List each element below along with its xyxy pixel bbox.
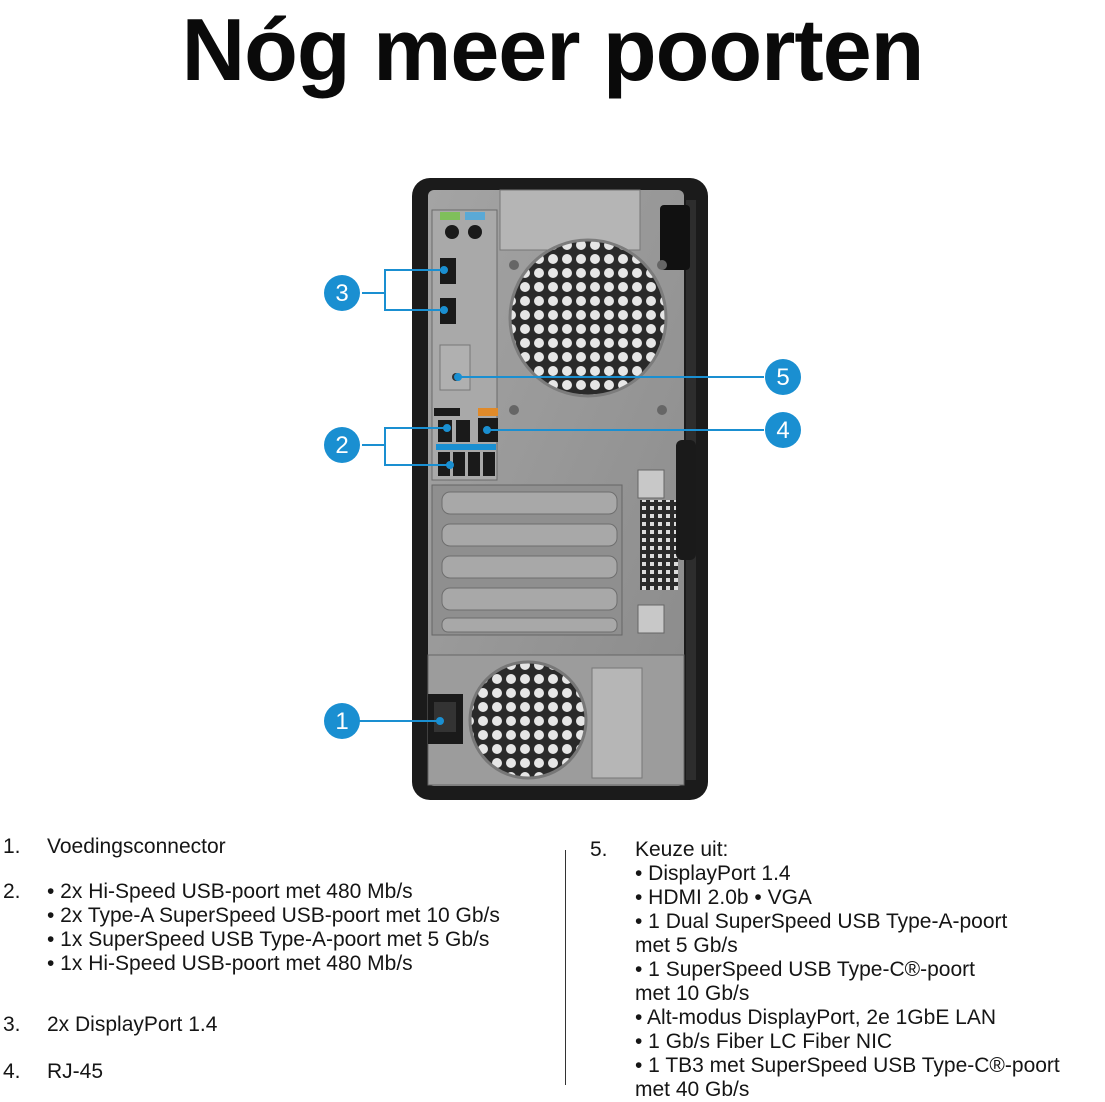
callout-4 <box>765 412 801 448</box>
legend-line: • 1 TB3 met SuperSpeed USB Type-C®-poort <box>635 1054 1060 1077</box>
legend-line: • 1 Dual SuperSpeed USB Type-A-poort <box>635 910 1008 933</box>
svg-text:2: 2 <box>335 432 349 459</box>
legend-line: • Alt-modus DisplayPort, 2e 1GbE LAN <box>635 1006 997 1029</box>
legend-number: 1. <box>3 835 21 858</box>
svg-text:5: 5 <box>776 364 790 391</box>
legend-line: • 1 SuperSpeed USB Type-C®-poort <box>635 958 975 981</box>
page-title: Nóg meer poorten <box>181 0 924 99</box>
legend-divider <box>565 850 566 1085</box>
legend-number: 3. <box>3 1013 21 1036</box>
legend-line: • DisplayPort 1.4 <box>635 862 791 885</box>
latch-top <box>638 470 664 498</box>
lock-tab <box>660 205 690 270</box>
callout-2 <box>324 427 360 463</box>
svg-text:3: 3 <box>335 280 349 307</box>
side-handle <box>676 440 696 560</box>
svg-text:1: 1 <box>335 708 349 735</box>
legend-number: 5. <box>590 838 608 861</box>
callout-1 <box>324 703 360 739</box>
side-vent <box>640 500 678 590</box>
legend-line: • 2x Hi-Speed USB-poort met 480 Mb/s <box>47 880 413 903</box>
svg-text:4: 4 <box>776 417 790 444</box>
legend-line: • 2x Type-A SuperSpeed USB-poort met 10 Gb/s <box>47 904 500 927</box>
legend-number: 4. <box>3 1060 21 1083</box>
io-panel <box>432 210 498 480</box>
legend-line: • 1 Gb/s Fiber LC Fiber NIC <box>635 1030 893 1053</box>
legend-line: • HDMI 2.0b • VGA <box>635 886 812 909</box>
legend-line: met 5 Gb/s <box>635 934 738 957</box>
expansion-slots <box>432 485 622 635</box>
legend-text: Voedingsconnector <box>47 835 226 858</box>
legend-line: met 40 Gb/s <box>635 1078 750 1101</box>
legend-text: 2x DisplayPort 1.4 <box>47 1013 218 1036</box>
latch-bottom <box>638 605 664 633</box>
legend-line: • 1x Hi-Speed USB-poort met 480 Mb/s <box>47 952 413 975</box>
legend-line: Keuze uit: <box>635 838 729 861</box>
legend-line: • 1x SuperSpeed USB Type-A-poort met 5 Gb/s <box>47 928 490 951</box>
legend-item-5 <box>635 838 1105 1102</box>
callout-3 <box>324 275 360 311</box>
legend-text: RJ-45 <box>47 1060 104 1083</box>
callout-5 <box>765 359 801 395</box>
psu <box>428 655 684 785</box>
legend-line: met 10 Gb/s <box>635 982 750 1005</box>
legend-number: 2. <box>3 880 21 903</box>
